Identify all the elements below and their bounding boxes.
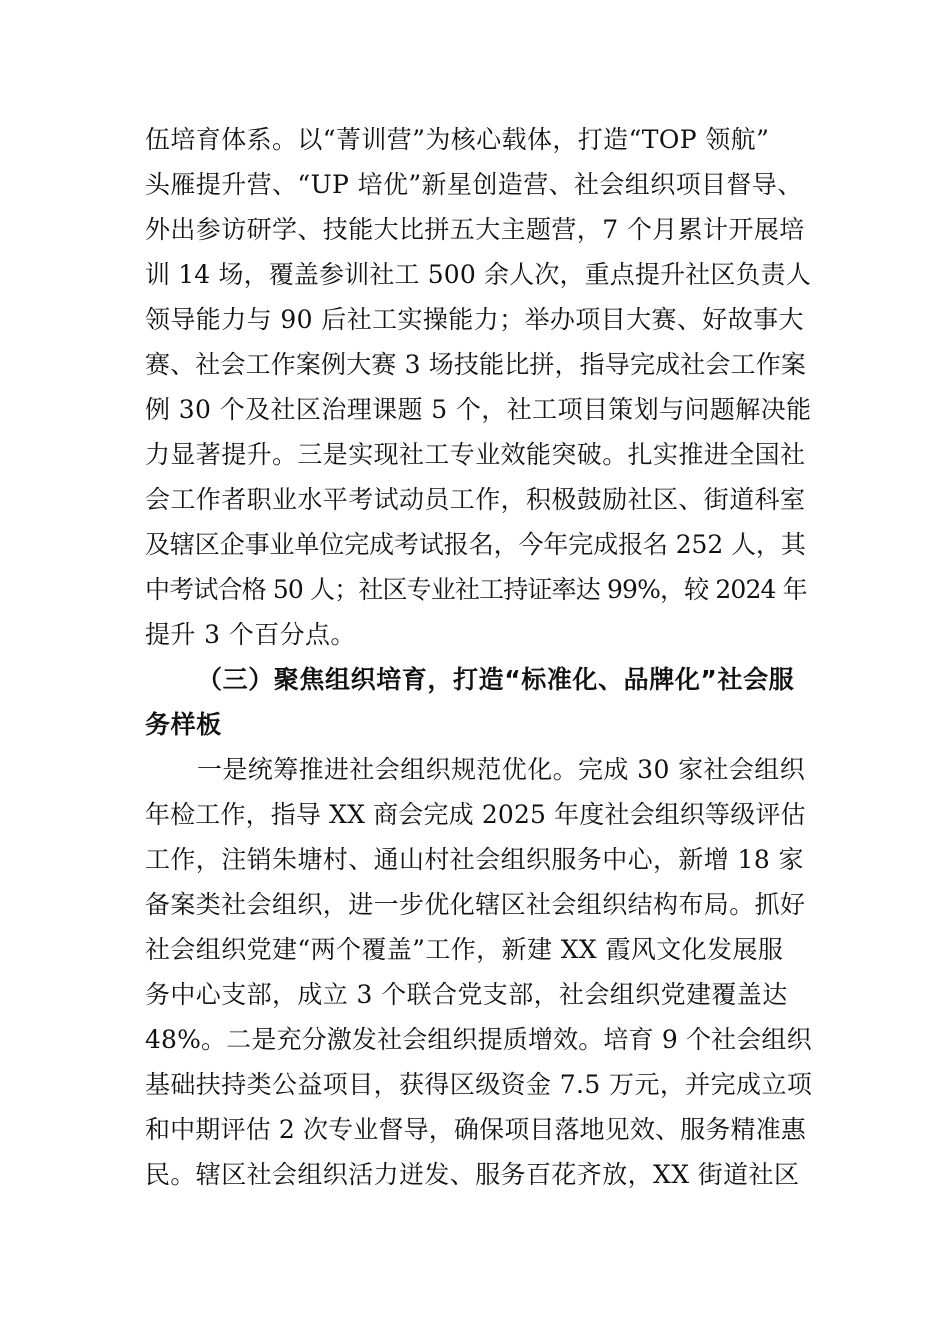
paragraph-2-line: 和中期评估 2 次专业督导，确保项目落地见效、服务精准惠 bbox=[145, 1115, 807, 1144]
paragraph-1-line: 例 30 个及社区治理课题 5 个，社工项目策划与问题解决能 bbox=[145, 395, 812, 424]
paragraph-1-line: 力显著提升。三是实现社工专业效能突破。扎实推进全国社 bbox=[145, 440, 806, 469]
paragraph-1-line: 及辖区企事业单位完成考试报名，今年完成报名 252 人，其 bbox=[145, 530, 806, 559]
paragraph-1-line: 中考试合格 50 人；社区专业社工持证率达 99%，较 2024 年 bbox=[145, 575, 807, 604]
paragraph-2-line: 48%。二是充分激发社会组织提质增效。培育 9 个社会组织 bbox=[145, 1025, 812, 1054]
paragraph-1-line: 外出参访研学、技能大比拼五大主题营，7 个月累计开展培 bbox=[145, 215, 805, 244]
paragraph-2-line: 基础扶持类公益项目，获得区级资金 7.5 万元，并完成立项 bbox=[145, 1070, 813, 1099]
paragraph-2-line: 社会组织党建“两个覆盖”工作，新建 XX 霞风文化发展服 bbox=[145, 935, 784, 964]
paragraph-1-line: 伍培育体系。以“菁训营”为核心载体，打造“TOP 领航” bbox=[145, 125, 770, 154]
paragraph-1-line: 训 14 场，覆盖参训社工 500 余人次，重点提升社区负责人 bbox=[145, 260, 811, 289]
paragraph-1-line: 领导能力与 90 后社工实操能力；举办项目大赛、好故事大 bbox=[145, 305, 804, 334]
paragraph-2-line: 一是统筹推进社会组织规范优化。完成 30 家社会组织 bbox=[197, 755, 806, 784]
paragraph-1-line: 头雁提升营、“UP 培优”新星创造营、社会组织项目督导、 bbox=[145, 170, 803, 199]
paragraph-1-line: 会工作者职业水平考试动员工作，积极鼓励社区、街道科室 bbox=[145, 485, 806, 514]
paragraph-2-line: 民。辖区社会组织活力迸发、服务百花齐放，XX 街道社区 bbox=[145, 1160, 800, 1189]
paragraph-1-line: 提升 3 个百分点。 bbox=[145, 620, 356, 649]
paragraph-2-line: 工作，注销朱塘村、通山村社会组织服务中心，新增 18 家 bbox=[145, 845, 804, 874]
paragraph-1-line: 赛、社会工作案例大赛 3 场技能比拼，指导完成社会工作案 bbox=[145, 350, 807, 379]
section-heading: 务样板 bbox=[145, 710, 222, 739]
paragraph-2-line: 备案类社会组织，进一步优化辖区社会组织结构布局。抓好 bbox=[145, 890, 806, 919]
paragraph-2-line: 务中心支部，成立 3 个联合党支部，社会组织党建覆盖达 bbox=[145, 980, 788, 1009]
paragraph-2-line: 年检工作，指导 XX 商会完成 2025 年度社会组织等级评估 bbox=[145, 800, 806, 829]
section-heading: （三）聚焦组织培育，打造“标准化、品牌化”社会服 bbox=[197, 665, 795, 694]
